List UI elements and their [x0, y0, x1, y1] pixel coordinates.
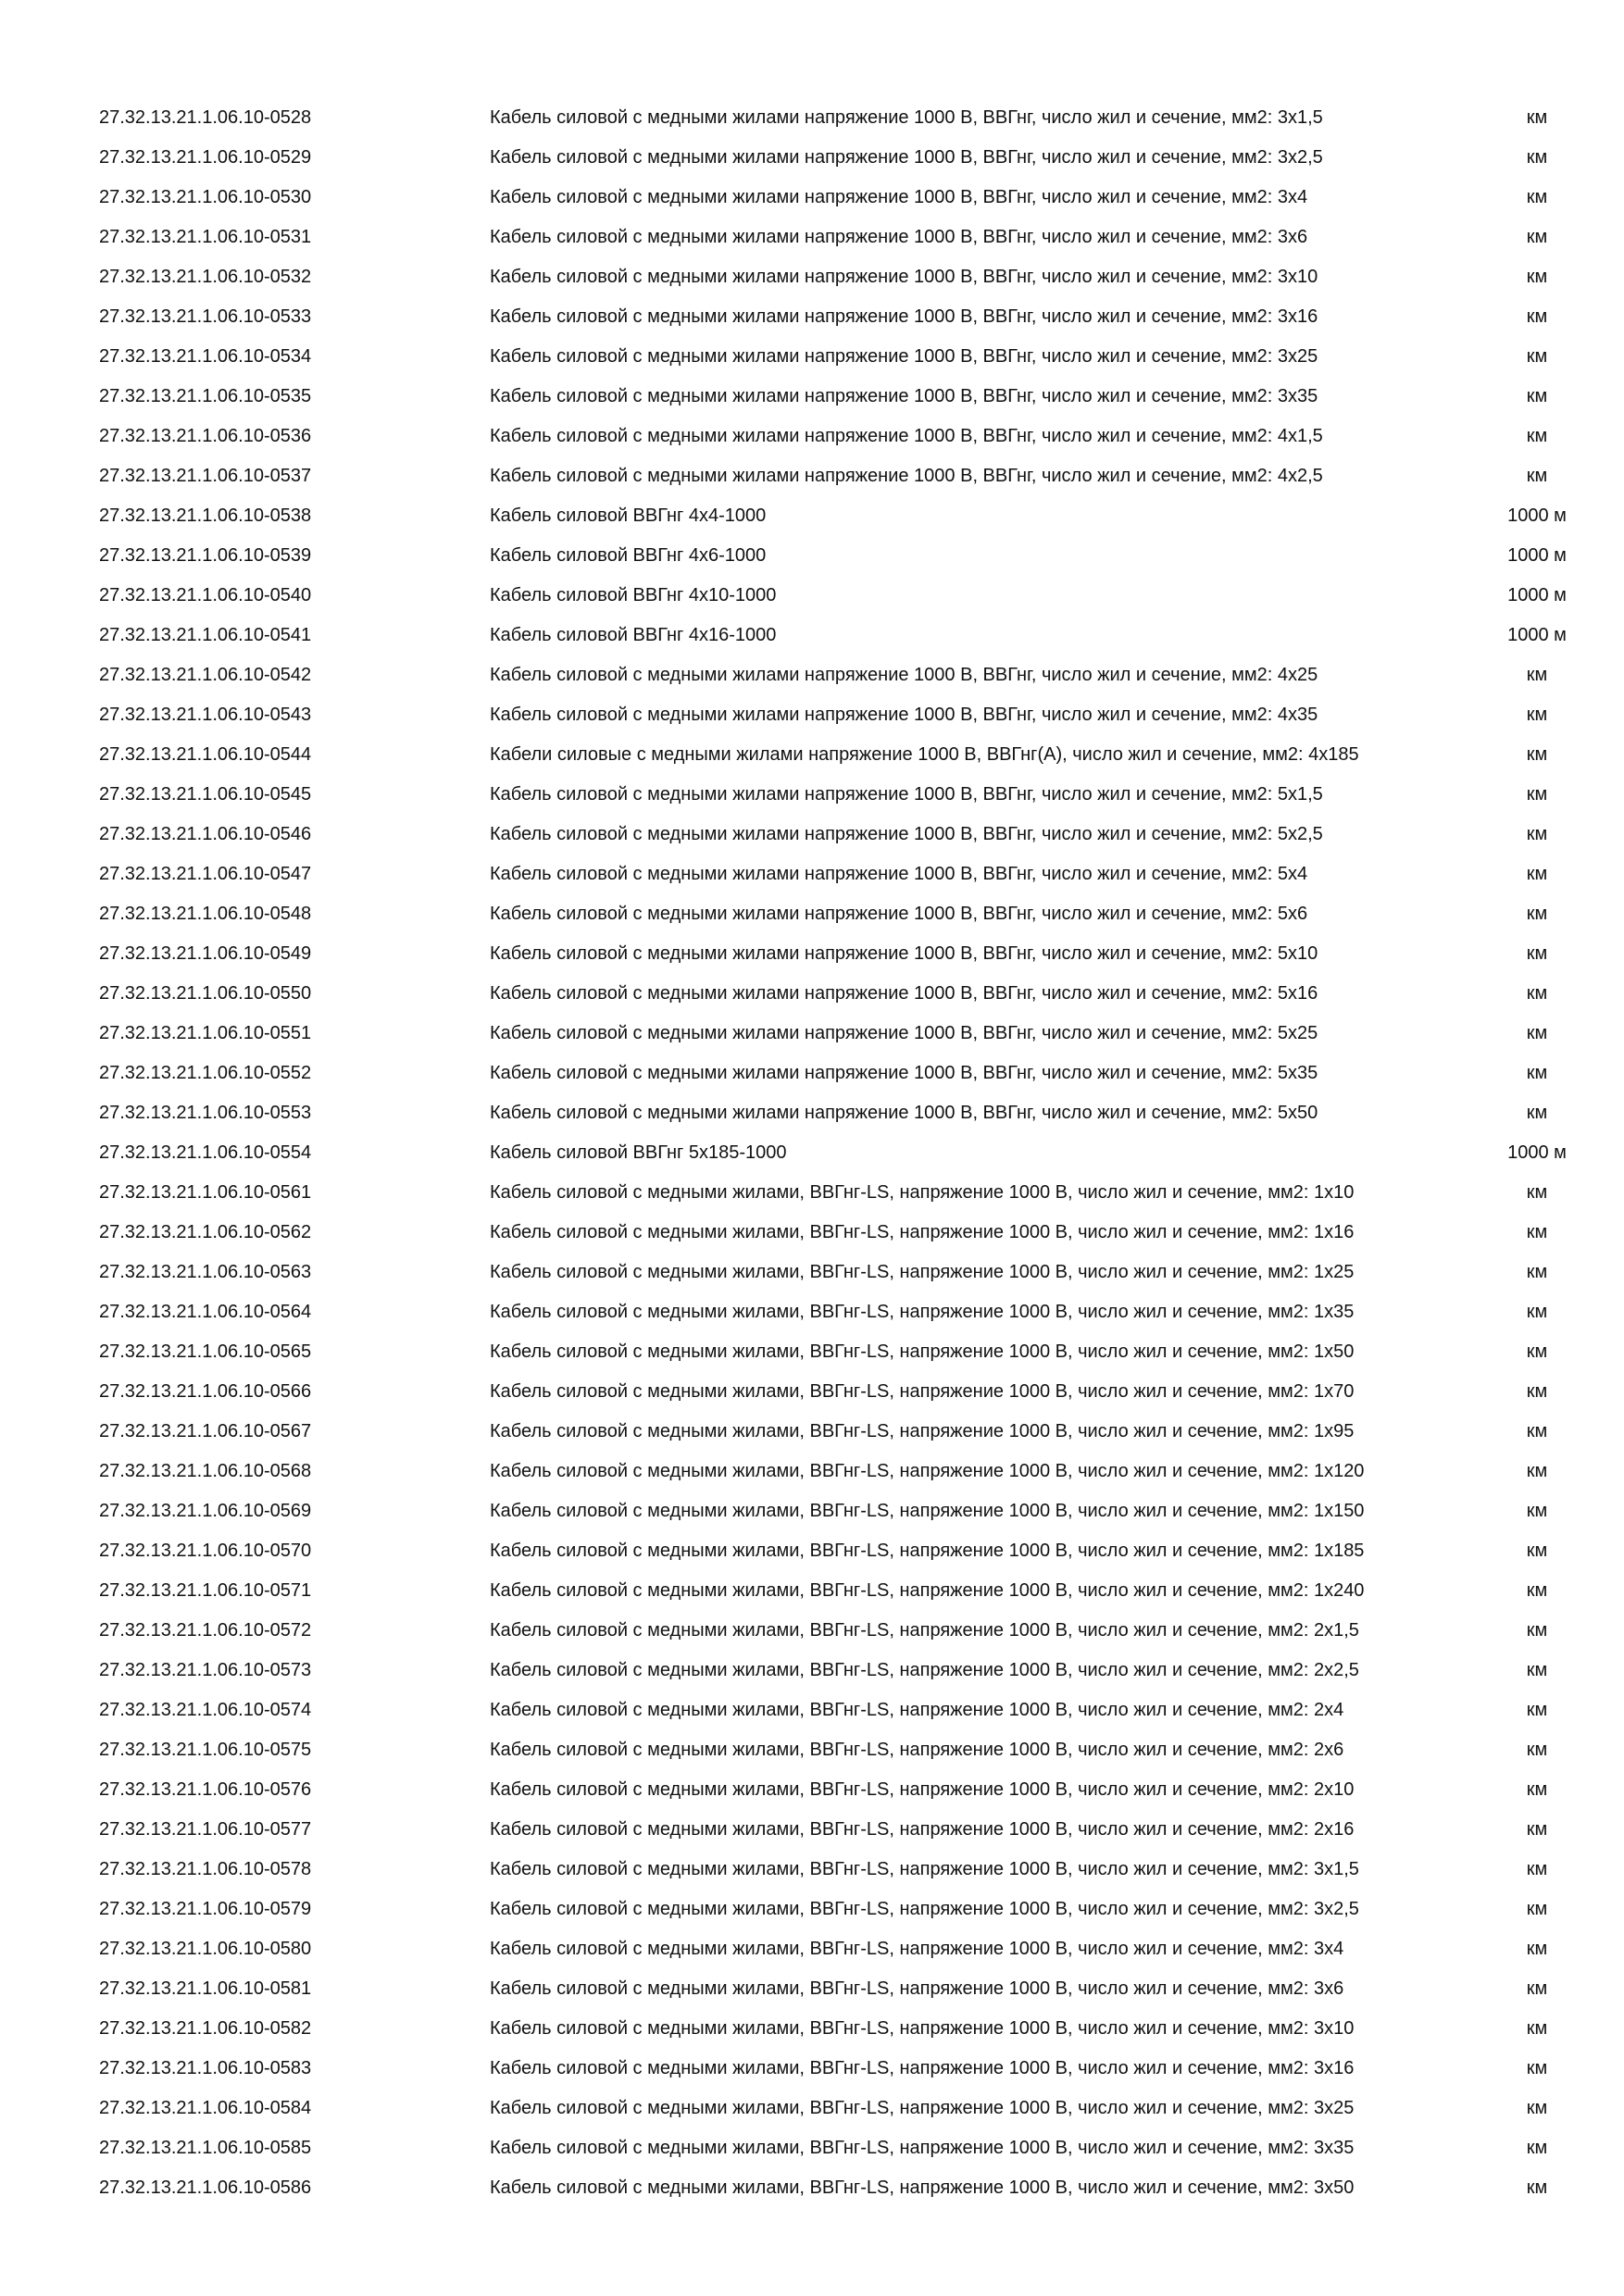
table-row: [0, 616, 1624, 655]
item-code: 27.32.13.21.1.06.10-0540: [99, 585, 312, 605]
item-unit: км: [1526, 107, 1548, 128]
item-code: 27.32.13.21.1.06.10-0548: [99, 904, 312, 924]
table-row: [0, 2049, 1624, 2089]
table-row: [0, 1611, 1624, 1651]
item-description: Кабель силовой с медными жилами напряжение 1000 В, ВВГнг, число жил и сечение, мм2: 4х35: [490, 705, 1318, 725]
item-description: Кабель силовой с медными жилами, ВВГнг-LS, напряжение 1000 В, число жил и сечение, мм2: 3х16: [490, 2058, 1355, 2078]
table-row: [0, 974, 1624, 1014]
item-description: Кабель силовой с медными жилами, ВВГнг-LS, напряжение 1000 В, число жил и сечение, мм2: 3х4: [490, 1939, 1344, 1959]
item-code: 27.32.13.21.1.06.10-0547: [99, 864, 312, 884]
item-code: 27.32.13.21.1.06.10-0576: [99, 1779, 312, 1800]
item-code: 27.32.13.21.1.06.10-0582: [99, 2018, 312, 2039]
item-unit: км: [1526, 346, 1548, 367]
table-row: [0, 98, 1624, 138]
item-code: 27.32.13.21.1.06.10-0535: [99, 386, 312, 406]
item-unit: км: [1526, 1262, 1548, 1282]
item-code: 27.32.13.21.1.06.10-0549: [99, 943, 312, 964]
item-description: Кабель силовой с медными жилами напряжение 1000 В, ВВГнг, число жил и сечение, мм2: 5х25: [490, 1023, 1318, 1043]
table-row: [0, 1372, 1624, 1412]
table-row: [0, 576, 1624, 616]
table-row: [0, 1571, 1624, 1611]
item-description: Кабель силовой ВВГнг 4х4-1000: [490, 505, 767, 526]
item-description: Кабель силовой ВВГнг 4х16-1000: [490, 625, 777, 645]
item-code: 27.32.13.21.1.06.10-0551: [99, 1023, 312, 1043]
table-row: [0, 2168, 1624, 2208]
item-unit: км: [1526, 1859, 1548, 1879]
item-code: 27.32.13.21.1.06.10-0569: [99, 1501, 312, 1521]
item-code: 27.32.13.21.1.06.10-0545: [99, 784, 312, 805]
item-unit: км: [1526, 1978, 1548, 1999]
item-unit: км: [1526, 1063, 1548, 1083]
table-row: [0, 1292, 1624, 1332]
table-row: [0, 1850, 1624, 1890]
item-unit: км: [1526, 1899, 1548, 1919]
item-description: Кабель силовой с медными жилами, ВВГнг-LS, напряжение 1000 В, число жил и сечение, мм2: 1х25: [490, 1262, 1355, 1282]
item-unit: км: [1526, 1700, 1548, 1720]
item-code: 27.32.13.21.1.06.10-0579: [99, 1899, 312, 1919]
item-unit: км: [1526, 1182, 1548, 1203]
item-code: 27.32.13.21.1.06.10-0546: [99, 824, 312, 844]
item-code: 27.32.13.21.1.06.10-0585: [99, 2138, 312, 2158]
item-code: 27.32.13.21.1.06.10-0567: [99, 1421, 312, 1441]
item-description: Кабель силовой с медными жилами напряжение 1000 В, ВВГнг, число жил и сечение, мм2: 3х4: [490, 187, 1308, 207]
item-description: Кабель силовой с медными жилами напряжение 1000 В, ВВГнг, число жил и сечение, мм2: 3х35: [490, 386, 1318, 406]
item-code: 27.32.13.21.1.06.10-0536: [99, 426, 312, 446]
item-unit: 1000 м: [1507, 545, 1567, 566]
table-row: [0, 1452, 1624, 1491]
item-description: Кабель силовой с медными жилами, ВВГнг-LS, напряжение 1000 В, число жил и сечение, мм2: 1х185: [490, 1541, 1365, 1561]
item-unit: км: [1526, 2018, 1548, 2039]
table-row: [0, 775, 1624, 815]
item-unit: км: [1526, 1620, 1548, 1641]
item-code: 27.32.13.21.1.06.10-0570: [99, 1541, 312, 1561]
table-row: [0, 1014, 1624, 1054]
item-description: Кабель силовой с медными жилами, ВВГнг-LS, напряжение 1000 В, число жил и сечение, мм2: 3х50: [490, 2177, 1355, 2198]
item-description: Кабель силовой ВВГнг 4х10-1000: [490, 585, 777, 605]
item-description: Кабель силовой с медными жилами, ВВГнг-LS, напряжение 1000 В, число жил и сечение, мм2: 2х6: [490, 1740, 1344, 1760]
table-row: [0, 138, 1624, 178]
item-description: Кабель силовой ВВГнг 4х6-1000: [490, 545, 767, 566]
table-row: [0, 1133, 1624, 1173]
item-code: 27.32.13.21.1.06.10-0573: [99, 1660, 312, 1680]
item-code: 27.32.13.21.1.06.10-0553: [99, 1103, 312, 1123]
item-unit: км: [1526, 227, 1548, 247]
item-unit: км: [1526, 1341, 1548, 1362]
table-row: [0, 2009, 1624, 2049]
table-row: [0, 855, 1624, 894]
item-code: 27.32.13.21.1.06.10-0563: [99, 1262, 312, 1282]
item-description: Кабель силовой с медными жилами, ВВГнг-LS, напряжение 1000 В, число жил и сечение, мм2: 2х16: [490, 1819, 1355, 1840]
table-row: [0, 297, 1624, 337]
table-row: [0, 218, 1624, 257]
item-code: 27.32.13.21.1.06.10-0538: [99, 505, 312, 526]
table-row: [0, 1173, 1624, 1213]
item-unit: км: [1526, 1779, 1548, 1800]
item-unit: км: [1526, 1939, 1548, 1959]
item-unit: км: [1526, 187, 1548, 207]
item-code: 27.32.13.21.1.06.10-0537: [99, 466, 312, 486]
table-row: [0, 1213, 1624, 1253]
item-code: 27.32.13.21.1.06.10-0565: [99, 1341, 312, 1362]
item-unit: км: [1526, 1501, 1548, 1521]
item-code: 27.32.13.21.1.06.10-0564: [99, 1302, 312, 1322]
table-row: [0, 1253, 1624, 1292]
item-description: Кабель силовой с медными жилами, ВВГнг-LS, напряжение 1000 В, число жил и сечение, мм2: 2х2,5: [490, 1660, 1359, 1680]
item-description: Кабель силовой с медными жилами напряжение 1000 В, ВВГнг, число жил и сечение, мм2: 3х10: [490, 267, 1318, 287]
item-description: Кабель силовой с медными жилами напряжение 1000 В, ВВГнг, число жил и сечение, мм2: 5х2,5: [490, 824, 1323, 844]
item-unit: км: [1526, 306, 1548, 327]
item-code: 27.32.13.21.1.06.10-0575: [99, 1740, 312, 1760]
item-unit: км: [1526, 466, 1548, 486]
item-unit: км: [1526, 2058, 1548, 2078]
item-code: 27.32.13.21.1.06.10-0583: [99, 2058, 312, 2078]
item-code: 27.32.13.21.1.06.10-0531: [99, 227, 312, 247]
item-description: Кабель силовой с медными жилами напряжение 1000 В, ВВГнг, число жил и сечение, мм2: 5х10: [490, 943, 1318, 964]
item-description: Кабель силовой с медными жилами напряжение 1000 В, ВВГнг, число жил и сечение, мм2: 3х16: [490, 306, 1318, 327]
item-unit: км: [1526, 2098, 1548, 2118]
item-description: Кабель силовой с медными жилами, ВВГнг-LS, напряжение 1000 В, число жил и сечение, мм2: 3х1,5: [490, 1859, 1359, 1879]
table-row: [0, 496, 1624, 536]
item-code: 27.32.13.21.1.06.10-0539: [99, 545, 312, 566]
table-row: [0, 1491, 1624, 1531]
item-description: Кабель силовой с медными жилами, ВВГнг-LS, напряжение 1000 В, число жил и сечение, мм2: 1х95: [490, 1421, 1355, 1441]
item-table: [0, 98, 1624, 2208]
item-unit: км: [1526, 1580, 1548, 1601]
item-description: Кабель силовой с медными жилами, ВВГнг-LS, напряжение 1000 В, число жил и сечение, мм2: 1х150: [490, 1501, 1365, 1521]
item-unit: км: [1526, 1103, 1548, 1123]
item-unit: км: [1526, 1023, 1548, 1043]
item-description: Кабель силовой ВВГнг 5х185-1000: [490, 1142, 787, 1163]
table-row: [0, 1730, 1624, 1770]
item-code: 27.32.13.21.1.06.10-0574: [99, 1700, 312, 1720]
table-row: [0, 934, 1624, 974]
item-unit: 1000 м: [1507, 505, 1567, 526]
item-unit: км: [1526, 426, 1548, 446]
table-row: [0, 1093, 1624, 1133]
item-description: Кабель силовой с медными жилами напряжение 1000 В, ВВГнг, число жил и сечение, мм2: 3х6: [490, 227, 1308, 247]
table-row: [0, 655, 1624, 695]
item-code: 27.32.13.21.1.06.10-0577: [99, 1819, 312, 1840]
item-unit: км: [1526, 2177, 1548, 2198]
item-unit: км: [1526, 744, 1548, 765]
item-code: 27.32.13.21.1.06.10-0528: [99, 107, 312, 128]
table-row: [0, 1332, 1624, 1372]
item-description: Кабель силовой с медными жилами напряжение 1000 В, ВВГнг, число жил и сечение, мм2: 4х1,5: [490, 426, 1323, 446]
table-row: [0, 337, 1624, 377]
item-description: Кабель силовой с медными жилами напряжение 1000 В, ВВГнг, число жил и сечение, мм2: 5х50: [490, 1103, 1318, 1123]
table-row: [0, 257, 1624, 297]
item-code: 27.32.13.21.1.06.10-0542: [99, 665, 312, 685]
item-code: 27.32.13.21.1.06.10-0534: [99, 346, 312, 367]
item-description: Кабель силовой с медными жилами, ВВГнг-LS, напряжение 1000 В, число жил и сечение, мм2: 3х35: [490, 2138, 1355, 2158]
item-unit: км: [1526, 1461, 1548, 1481]
item-description: Кабель силовой с медными жилами напряжение 1000 В, ВВГнг, число жил и сечение, мм2: 4х2,5: [490, 466, 1323, 486]
table-row: [0, 894, 1624, 934]
item-description: Кабель силовой с медными жилами, ВВГнг-LS, напряжение 1000 В, число жил и сечение, мм2: 2х4: [490, 1700, 1344, 1720]
item-code: 27.32.13.21.1.06.10-0532: [99, 267, 312, 287]
item-unit: км: [1526, 1740, 1548, 1760]
item-code: 27.32.13.21.1.06.10-0543: [99, 705, 312, 725]
item-unit: 1000 м: [1507, 585, 1567, 605]
item-description: Кабель силовой с медными жилами, ВВГнг-LS, напряжение 1000 В, число жил и сечение, мм2: 3х25: [490, 2098, 1355, 2118]
item-unit: км: [1526, 824, 1548, 844]
table-row: [0, 2089, 1624, 2128]
item-code: 27.32.13.21.1.06.10-0544: [99, 744, 312, 765]
item-unit: км: [1526, 1541, 1548, 1561]
item-code: 27.32.13.21.1.06.10-0550: [99, 983, 312, 1004]
item-description: Кабель силовой с медными жилами напряжение 1000 В, ВВГнг, число жил и сечение, мм2: 3х1,5: [490, 107, 1323, 128]
item-description: Кабель силовой с медными жилами, ВВГнг-LS, напряжение 1000 В, число жил и сечение, мм2: 1х240: [490, 1580, 1365, 1601]
item-description: Кабели силовые с медными жилами напряжение 1000 В, ВВГнг(А), число жил и сечение, мм2: 4х185: [490, 744, 1359, 765]
item-unit: км: [1526, 1660, 1548, 1680]
item-description: Кабель силовой с медными жилами напряжение 1000 В, ВВГнг, число жил и сечение, мм2: 5х6: [490, 904, 1308, 924]
item-code: 27.32.13.21.1.06.10-0581: [99, 1978, 312, 1999]
item-unit: км: [1526, 267, 1548, 287]
item-description: Кабель силовой с медными жилами напряжение 1000 В, ВВГнг, число жил и сечение, мм2: 3х2,5: [490, 147, 1323, 168]
item-description: Кабель силовой с медными жилами напряжение 1000 В, ВВГнг, число жил и сечение, мм2: 4х25: [490, 665, 1318, 685]
item-code: 27.32.13.21.1.06.10-0541: [99, 625, 312, 645]
item-unit: км: [1526, 1302, 1548, 1322]
item-unit: км: [1526, 147, 1548, 168]
table-row: [0, 1929, 1624, 1969]
item-description: Кабель силовой с медными жилами напряжение 1000 В, ВВГнг, число жил и сечение, мм2: 5х16: [490, 983, 1318, 1004]
item-unit: км: [1526, 904, 1548, 924]
item-unit: км: [1526, 1222, 1548, 1242]
item-code: 27.32.13.21.1.06.10-0529: [99, 147, 312, 168]
item-code: 27.32.13.21.1.06.10-0578: [99, 1859, 312, 1879]
item-unit: км: [1526, 2138, 1548, 2158]
table-row: [0, 456, 1624, 496]
table-row: [0, 2128, 1624, 2168]
table-row: [0, 695, 1624, 735]
item-description: Кабель силовой с медными жилами, ВВГнг-LS, напряжение 1000 В, число жил и сечение, мм2: 1х16: [490, 1222, 1355, 1242]
item-description: Кабель силовой с медными жилами, ВВГнг-LS, напряжение 1000 В, число жил и сечение, мм2: 3х6: [490, 1978, 1344, 1999]
item-description: Кабель силовой с медными жилами, ВВГнг-LS, напряжение 1000 В, число жил и сечение, мм2: 1х10: [490, 1182, 1355, 1203]
table-row: [0, 1691, 1624, 1730]
item-unit: км: [1526, 705, 1548, 725]
table-row: [0, 1412, 1624, 1452]
item-code: 27.32.13.21.1.06.10-0566: [99, 1381, 312, 1402]
table-row: [0, 1651, 1624, 1691]
item-description: Кабель силовой с медными жилами, ВВГнг-LS, напряжение 1000 В, число жил и сечение, мм2: 1х50: [490, 1341, 1355, 1362]
item-code: 27.32.13.21.1.06.10-0554: [99, 1142, 312, 1163]
item-description: Кабель силовой с медными жилами, ВВГнг-LS, напряжение 1000 В, число жил и сечение, мм2: 1х70: [490, 1381, 1355, 1402]
table-row: [0, 1890, 1624, 1929]
item-unit: км: [1526, 386, 1548, 406]
table-row: [0, 1770, 1624, 1810]
item-unit: км: [1526, 1819, 1548, 1840]
table-row: [0, 536, 1624, 576]
item-code: 27.32.13.21.1.06.10-0572: [99, 1620, 312, 1641]
item-description: Кабель силовой с медными жилами, ВВГнг-LS, напряжение 1000 В, число жил и сечение, мм2: 1х120: [490, 1461, 1365, 1481]
item-description: Кабель силовой с медными жилами напряжение 1000 В, ВВГнг, число жил и сечение, мм2: 5х35: [490, 1063, 1318, 1083]
table-row: [0, 1810, 1624, 1850]
table-row: [0, 1054, 1624, 1093]
item-description: Кабель силовой с медными жилами напряжение 1000 В, ВВГнг, число жил и сечение, мм2: 5х4: [490, 864, 1308, 884]
table-row: [0, 377, 1624, 417]
item-unit: км: [1526, 784, 1548, 805]
item-code: 27.32.13.21.1.06.10-0568: [99, 1461, 312, 1481]
item-description: Кабель силовой с медными жилами, ВВГнг-LS, напряжение 1000 В, число жил и сечение, мм2: 1х35: [490, 1302, 1355, 1322]
item-unit: км: [1526, 1381, 1548, 1402]
item-code: 27.32.13.21.1.06.10-0584: [99, 2098, 312, 2118]
item-description: Кабель силовой с медными жилами напряжение 1000 В, ВВГнг, число жил и сечение, мм2: 3х25: [490, 346, 1318, 367]
item-code: 27.32.13.21.1.06.10-0571: [99, 1580, 312, 1601]
item-code: 27.32.13.21.1.06.10-0533: [99, 306, 312, 327]
item-unit: км: [1526, 943, 1548, 964]
item-code: 27.32.13.21.1.06.10-0530: [99, 187, 312, 207]
table-row: [0, 735, 1624, 775]
table-row: [0, 1531, 1624, 1571]
item-code: 27.32.13.21.1.06.10-0562: [99, 1222, 312, 1242]
item-unit: 1000 м: [1507, 625, 1567, 645]
item-description: Кабель силовой с медными жилами, ВВГнг-LS, напряжение 1000 В, число жил и сечение, мм2: 3х10: [490, 2018, 1355, 2039]
item-code: 27.32.13.21.1.06.10-0552: [99, 1063, 312, 1083]
item-unit: км: [1526, 864, 1548, 884]
item-unit: 1000 м: [1507, 1142, 1567, 1163]
item-description: Кабель силовой с медными жилами, ВВГнг-LS, напряжение 1000 В, число жил и сечение, мм2: 2х1,5: [490, 1620, 1359, 1641]
item-code: 27.32.13.21.1.06.10-0580: [99, 1939, 312, 1959]
item-unit: км: [1526, 983, 1548, 1004]
item-unit: км: [1526, 1421, 1548, 1441]
item-description: Кабель силовой с медными жилами, ВВГнг-LS, напряжение 1000 В, число жил и сечение, мм2: 3х2,5: [490, 1899, 1359, 1919]
item-unit: км: [1526, 665, 1548, 685]
item-code: 27.32.13.21.1.06.10-0561: [99, 1182, 312, 1203]
table-row: [0, 417, 1624, 456]
item-description: Кабель силовой с медными жилами напряжение 1000 В, ВВГнг, число жил и сечение, мм2: 5х1,5: [490, 784, 1323, 805]
item-code: 27.32.13.21.1.06.10-0586: [99, 2177, 312, 2198]
item-description: Кабель силовой с медными жилами, ВВГнг-LS, напряжение 1000 В, число жил и сечение, мм2: 2х10: [490, 1779, 1355, 1800]
table-row: [0, 1969, 1624, 2009]
table-row: [0, 178, 1624, 218]
table-row: [0, 815, 1624, 855]
